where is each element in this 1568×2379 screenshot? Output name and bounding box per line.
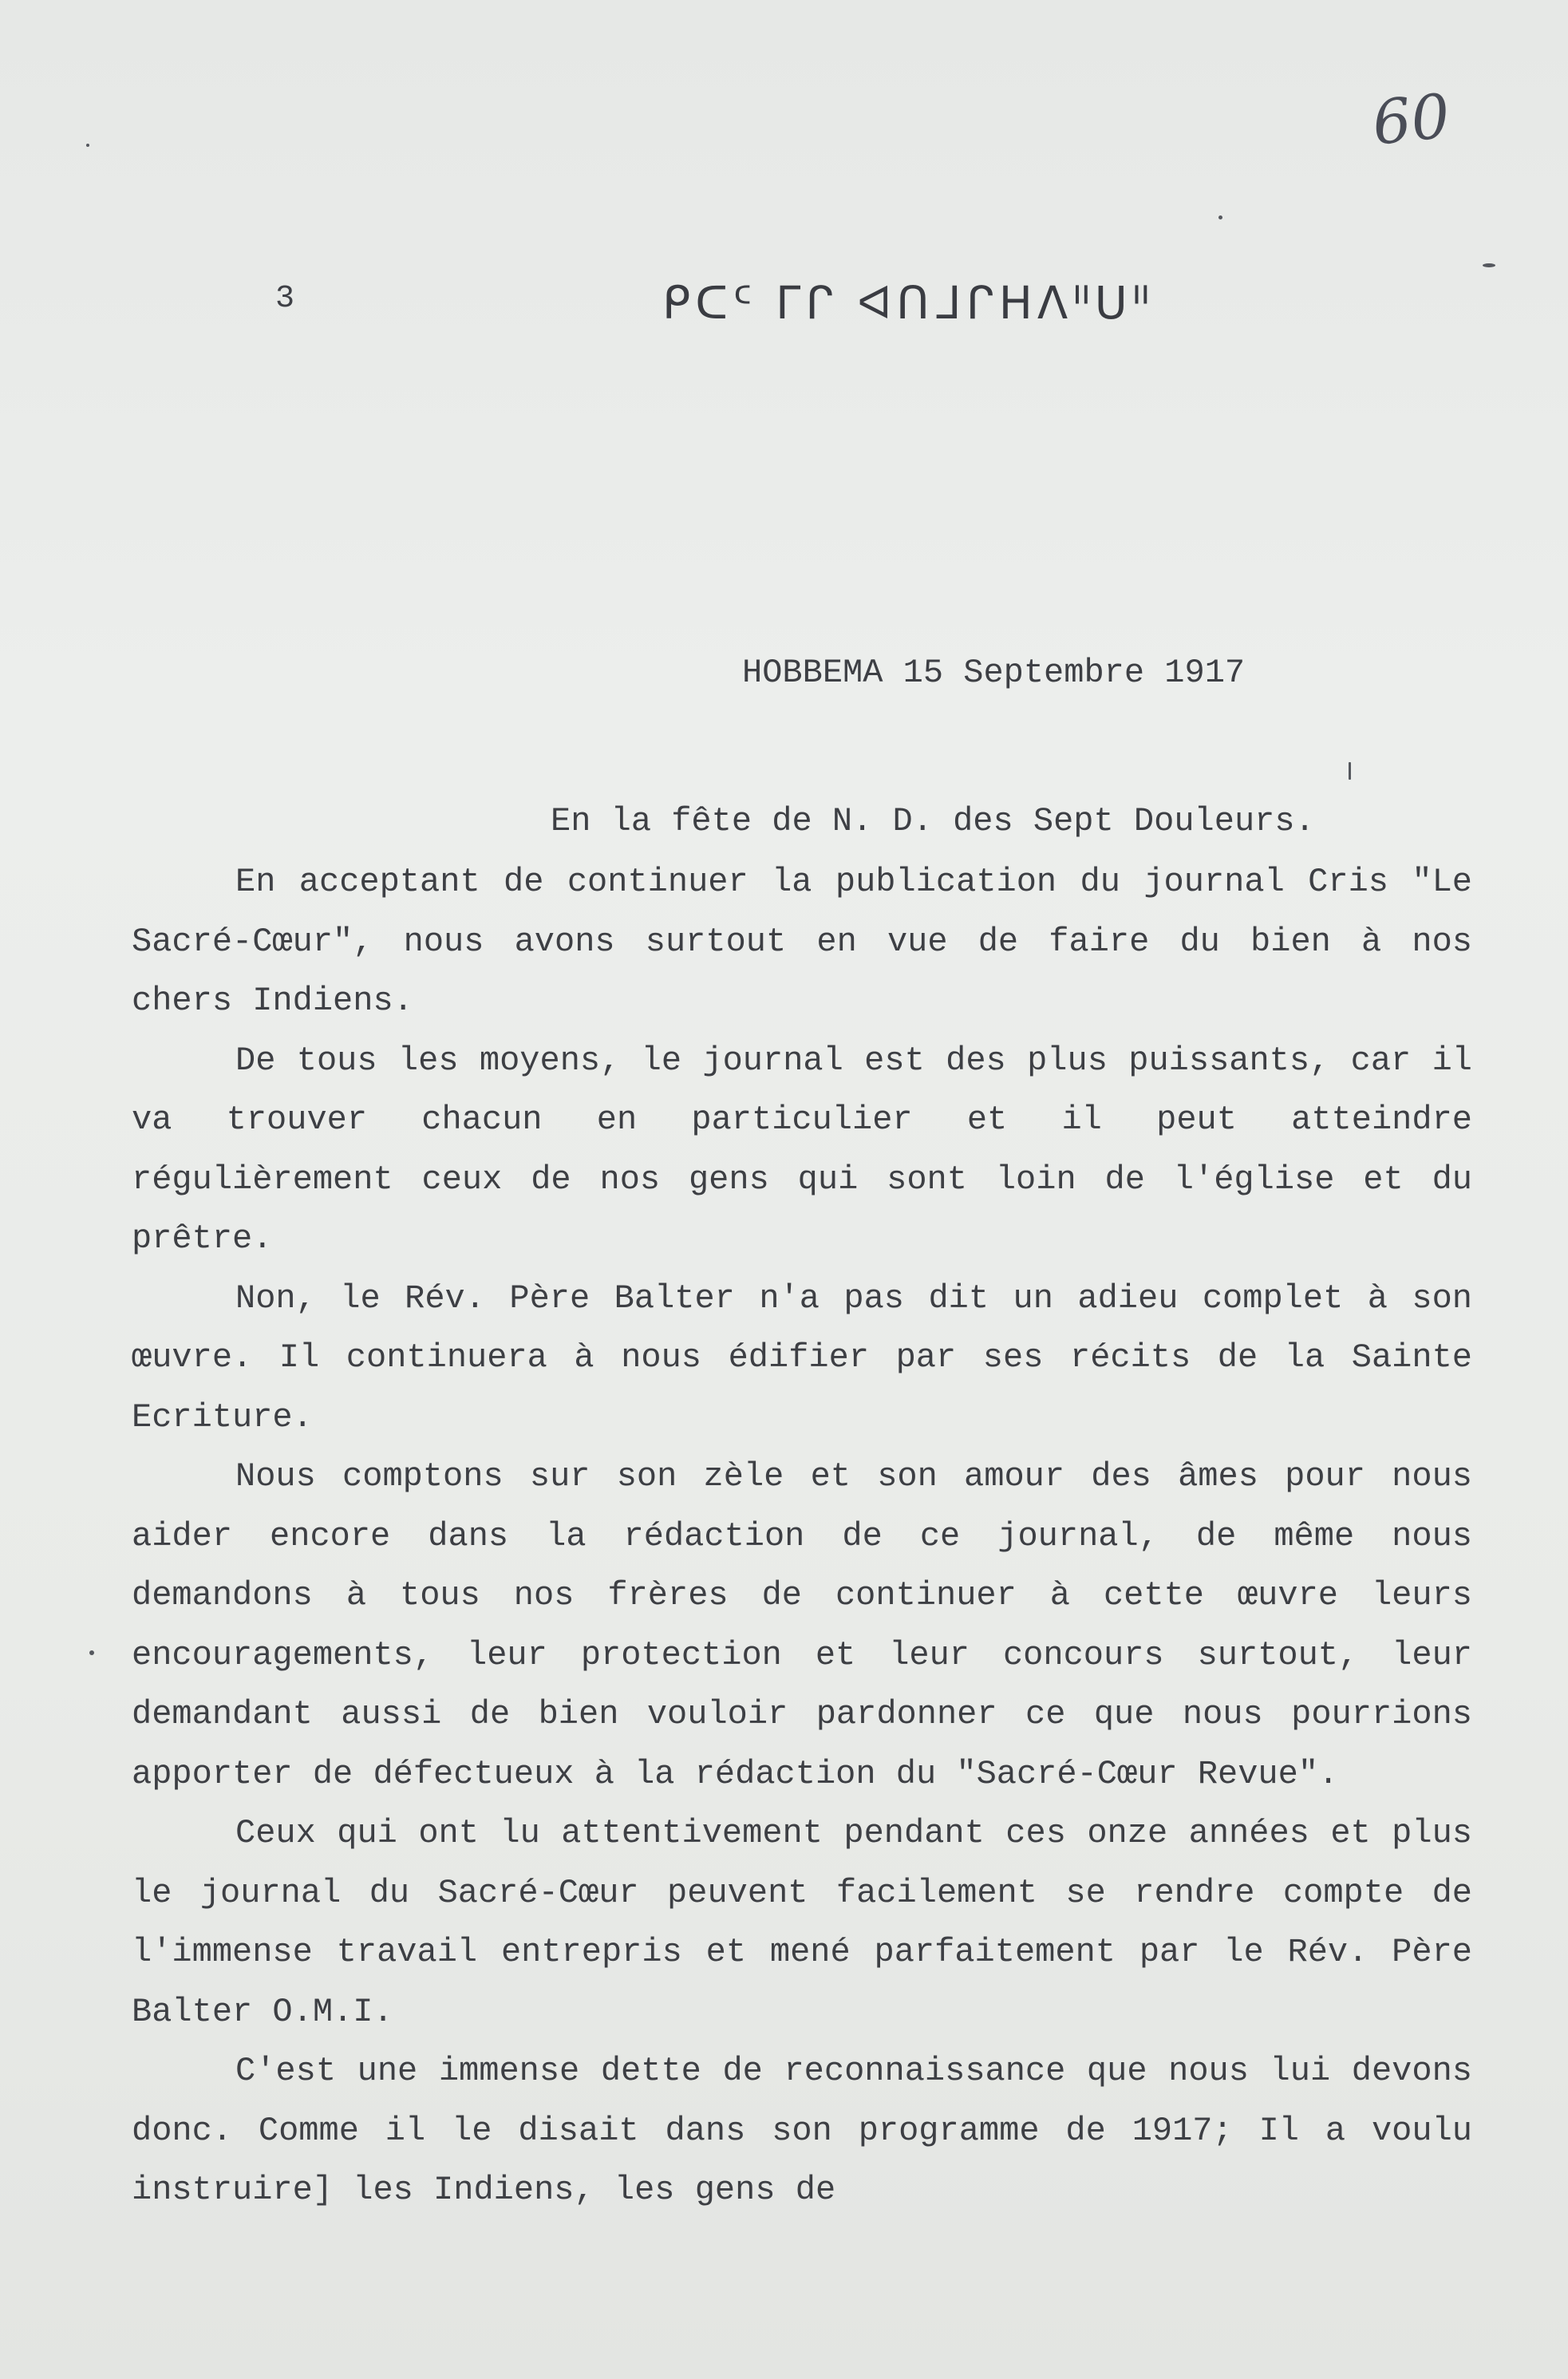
handwritten-page-number: 60	[1369, 80, 1454, 159]
cree-syllabic-title: ᑭᑕᑦ ᒥᒋ ᐊᑎᒧᒋᕼᐱᐦᑌᐦ	[662, 278, 1155, 330]
paper-speck	[86, 144, 89, 147]
paragraph: Non, le Rév. Père Balter n'a pas dit un adieu complet à son œuvre. Il continuera à nous édifier par ses récits de la Sainte Ecriture.	[132, 1278, 1472, 1436]
paper-speck	[89, 1650, 94, 1655]
paragraph: En acceptant de continuer la publication du journal Cris "Le Sacré-Cœur", nous avons surtout en vue de faire du bien à nos chers Indiens.	[132, 863, 1472, 1020]
dateline-feast: En la fête de N. D. des Sept Douleurs.	[551, 802, 1315, 840]
page-number: 3	[275, 281, 295, 317]
dateline-place-date: HOBBEMA 15 Septembre 1917	[742, 654, 1246, 692]
paper-speck	[1349, 762, 1351, 780]
paragraph: Nous comptons sur son zèle et son amour des âmes pour nous aider encore dans la rédaction de ce journal, de même nous demandons à tous nos frères de continuer à cette œuvre leurs encouragements, leur protection et leur concours surtout, leur demandant aussi de bien vouloir pardonner ce que nous pourrions apporter de défectueux à la rédaction du "Sacré-Cœur Revue".	[132, 1457, 1472, 1793]
paragraph: De tous les moyens, le journal est des plus puissants, car il va trouver chacun en particulier et il peut atteindre régulièrement ceux de nos gens qui sont loin de l'église et du prêtre.	[132, 1041, 1472, 1258]
paper-speck	[1483, 263, 1495, 267]
paper-speck	[1218, 215, 1222, 219]
paragraph: Ceux qui ont lu attentivement pendant ces onze années et plus le journal du Sacré-Cœur peuvent facilement se rendre compte de l'immense travail entrepris et mené parfaitement par le Rév. Père Balter O.M.I.	[132, 1814, 1472, 2031]
letter-body	[132, 852, 1472, 2220]
paragraph: C'est une immense dette de reconnaissance que nous lui devons donc. Comme il le disait dans son programme de 1917; Il a voulu instruire] les Indiens, les gens de	[132, 2052, 1472, 2209]
